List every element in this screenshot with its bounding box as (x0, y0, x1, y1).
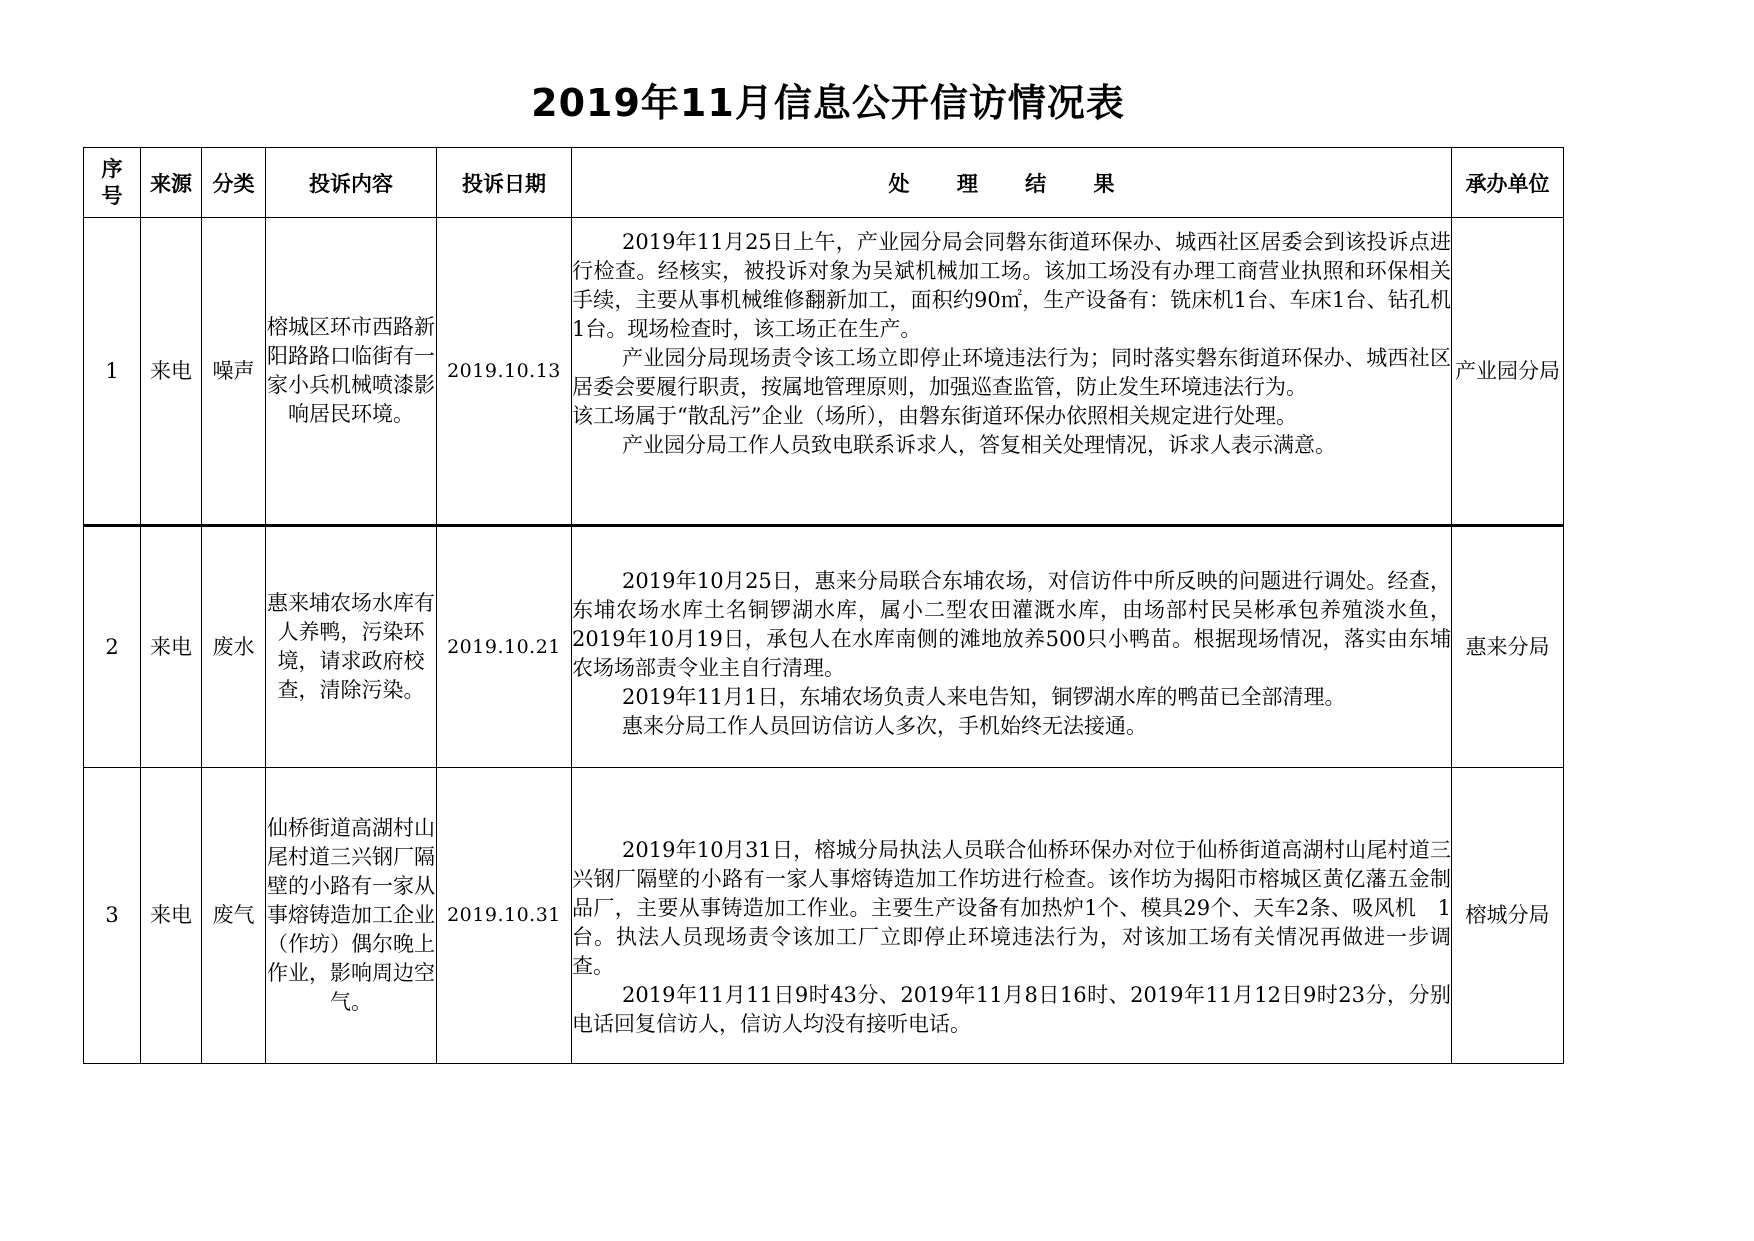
table-row (84, 218, 1564, 526)
cell-complaint: 仙桥街道高湖村山尾村道三兴钢厂隔壁的小路有一家从事熔铸造加工企业（作坊）偶尔晚上作业，影响周边空气。 (266, 768, 437, 1064)
cell-result (572, 768, 1452, 1064)
cell-seq: 1 (84, 218, 141, 526)
result-paragraph: 惠来分局工作人员回访信访人多次，手机始终无法接通。 (622, 714, 1147, 738)
cell-category: 噪声 (202, 218, 266, 526)
cell-date: 2019.10.31 (437, 768, 572, 1064)
cell-date: 2019.10.21 (437, 526, 572, 768)
result-paragraph: 产业园分局工作人员致电联系诉求人，答复相关处理情况，诉求人表示满意。 (622, 433, 1336, 457)
cell-seq: 2 (84, 526, 141, 768)
result-paragraph: 2019年11月1日，东埔农场负责人来电告知，铜锣湖水库的鸭苗已全部清理。 (622, 685, 1346, 709)
header-complaint: 投诉内容 (266, 148, 437, 218)
cell-result (572, 526, 1452, 768)
header-row (84, 148, 1564, 218)
cell-source: 来电 (141, 218, 202, 526)
cell-complaint: 惠来埔农场水库有人养鸭，污染环境，请求政府校查，清除污染。 (266, 526, 437, 768)
cell-unit: 产业园分局 (1452, 218, 1564, 526)
petition-table (83, 147, 1564, 1064)
cell-complaint: 榕城区环市西路新阳路路口临街有一家小兵机械喷漆影响居民环境。 (266, 218, 437, 526)
cell-result (572, 218, 1452, 526)
header-result: 处 理 结 果 (572, 148, 1452, 218)
header-source: 来源 (141, 148, 202, 218)
header-category: 分类 (202, 148, 266, 218)
header-unit: 承办单位 (1452, 148, 1564, 218)
cell-date: 2019.10.13 (437, 218, 572, 526)
table-row (84, 768, 1564, 1064)
cell-unit: 榕城分局 (1452, 768, 1564, 1064)
result-paragraph: 2019年11月25日上午，产业园分局会同磐东街道环保办、城西社区居委会到该投诉点进行检查。经核实，被投诉对象为吴斌机械加工场。该加工场没有办理工商营业执照和环保相关手续，主要从事机械维修翻新加工，面积约90㎡，生产设备有：铣床机1台、车床1台、钻孔机1台。现场检查时，该工场正在生产。 (572, 230, 1451, 341)
header-date: 投诉日期 (437, 148, 572, 218)
cell-unit: 惠来分局 (1452, 526, 1564, 768)
cell-source: 来电 (141, 768, 202, 1064)
cell-category: 废水 (202, 526, 266, 768)
header-seq: 序号 (84, 148, 141, 218)
cell-category: 废气 (202, 768, 266, 1064)
cell-seq: 3 (84, 768, 141, 1064)
table-row (84, 526, 1564, 768)
result-paragraph: 产业园分局现场责令该工场立即停止环境违法行为；同时落实磐东街道环保办、城西社区居委会要履行职责，按属地管理原则，加强巡查监管，防止发生环境违法行为。 (572, 346, 1451, 399)
cell-source: 来电 (141, 526, 202, 768)
result-paragraph: 2019年11月11日9时43分、2019年11月8日16时、2019年11月12日9时23分，分别电话回复信访人，信访人均没有接听电话。 (572, 983, 1451, 1036)
result-paragraph: 2019年10月25日，惠来分局联合东埔农场，对信访件中所反映的问题进行调处。经查，东埔农场水库土名铜锣湖水库，属小二型农田灌溉水库，由场部村民吴彬承包养殖淡水鱼，2019年10月19日，承包人在水库南侧的滩地放养500只小鸭苗。根据现场情况，落实由东埔农场场部责令业主自行清理。 (572, 569, 1451, 680)
page-title: 2019年11月信息公开信访情况表 (531, 81, 1125, 125)
result-paragraph: 2019年10月31日，榕城分局执法人员联合仙桥环保办对位于仙桥街道高湖村山尾村道三兴钢厂隔壁的小路有一家人事熔铸造加工作坊进行检查。该作坊为揭阳市榕城区黄亿藩五金制品厂，主要从事铸造加工作业。主要生产设备有加热炉1个、模具29个、天车2条、吸风机 1台。执法人员现场责令该加工厂立即停止环境违法行为，对该加工场有关情况再做进一步调查。 (572, 838, 1451, 978)
result-paragraph: 该工场属于“散乱污”企业（场所），由磐东街道环保办依照相关规定进行处理。 (572, 404, 1297, 428)
